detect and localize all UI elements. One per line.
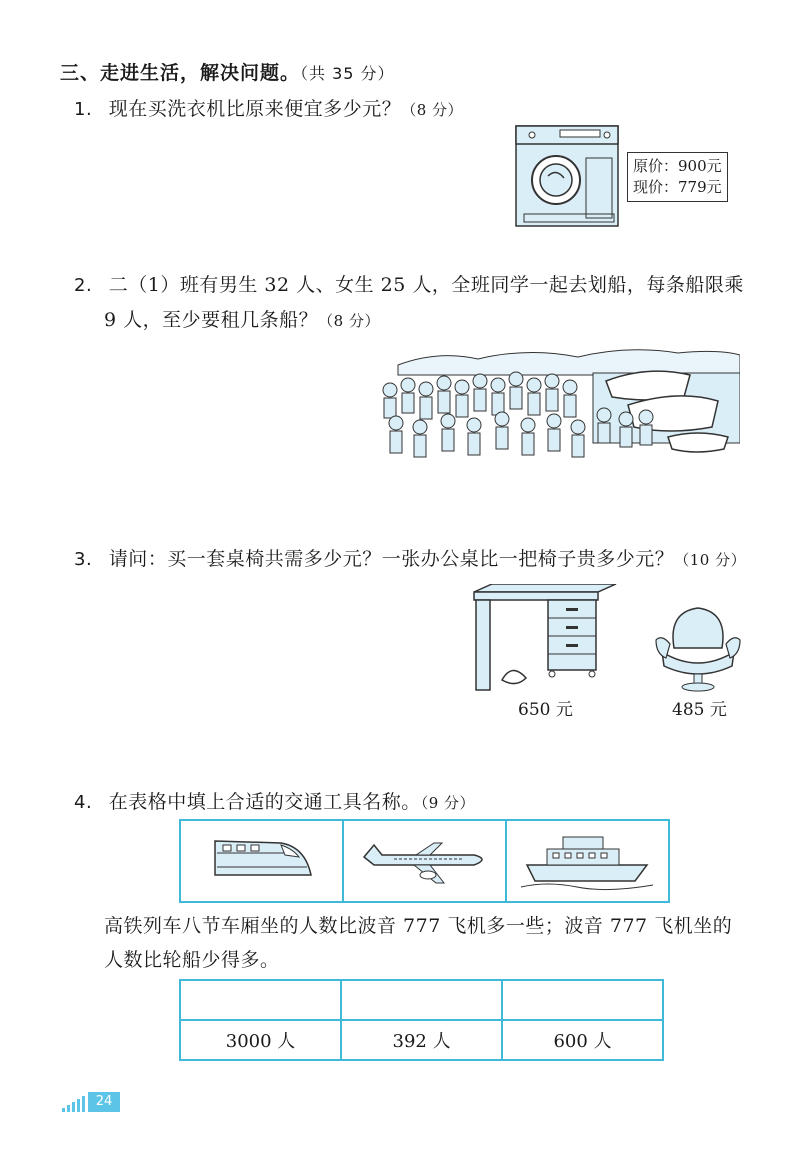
airplane-cell	[343, 820, 506, 902]
section-title: 三、走进生活，解决问题。	[60, 62, 301, 84]
question-4	[74, 787, 475, 814]
passenger-count-1: 3000 人	[180, 1020, 341, 1060]
page-number: 24	[88, 1092, 120, 1112]
question-1-points: （8 分）	[401, 101, 464, 119]
train-cell	[180, 820, 343, 902]
passenger-count-2: 392 人	[341, 1020, 502, 1060]
section-heading	[60, 58, 395, 85]
answer-cell-3[interactable]	[502, 980, 663, 1020]
question-4-points: （9 分）	[420, 794, 476, 812]
train-icon	[181, 821, 342, 897]
question-2-number: 2.	[74, 275, 93, 296]
current-price: 现价：779元	[633, 178, 722, 196]
price-box	[627, 152, 728, 202]
answer-table	[179, 979, 664, 1061]
question-3-number: 3.	[74, 549, 93, 570]
answer-cell-1[interactable]	[180, 980, 341, 1020]
question-2-line-2	[104, 305, 380, 332]
vehicle-pictures-table	[179, 819, 670, 903]
question-1-text: 现在买洗衣机比原来便宜多少元？	[108, 98, 402, 120]
question-2-text-2: 9 人，至少要租几条船？	[104, 309, 319, 331]
question-4-paragraph-line-2: 人数比轮船少得多。	[104, 949, 280, 971]
answer-cell-2[interactable]	[341, 980, 502, 1020]
question-4-paragraph-line-1: 高铁列车八节车厢坐的人数比波音 777 飞机多一些；波音 777 飞机坐的	[104, 915, 733, 937]
question-2-points: （8 分）	[318, 312, 380, 330]
airplane-icon	[344, 821, 505, 897]
ship-cell	[506, 820, 669, 902]
page-bars-icon	[62, 1094, 88, 1112]
section-points: （共 35 分）	[300, 64, 395, 83]
question-3-points: （10 分）	[674, 551, 747, 569]
children-boats-illustration	[378, 345, 740, 465]
question-1	[74, 94, 463, 121]
question-2-text-1: 二（1）班有男生 32 人、女生 25 人，全班同学一起去划船，每条船限乘	[108, 274, 744, 296]
desk-price: 650 元	[518, 700, 573, 720]
question-2-line-1	[74, 270, 744, 297]
passenger-count-3: 600 人	[502, 1020, 663, 1060]
question-3-text: 请问：买一套桌椅共需多少元？一张办公桌比一把椅子贵多少元？	[108, 548, 675, 570]
desk-icon	[472, 584, 618, 696]
question-4-text: 在表格中填上合适的交通工具名称。	[108, 791, 421, 813]
ship-icon	[507, 821, 668, 897]
question-4-number: 4.	[74, 792, 93, 813]
question-1-number: 1.	[74, 99, 93, 120]
question-3	[74, 544, 746, 571]
chair-icon	[652, 600, 744, 694]
chair-price: 485 元	[672, 700, 727, 720]
washing-machine-icon	[512, 118, 622, 230]
original-price: 原价：900元	[633, 157, 722, 175]
